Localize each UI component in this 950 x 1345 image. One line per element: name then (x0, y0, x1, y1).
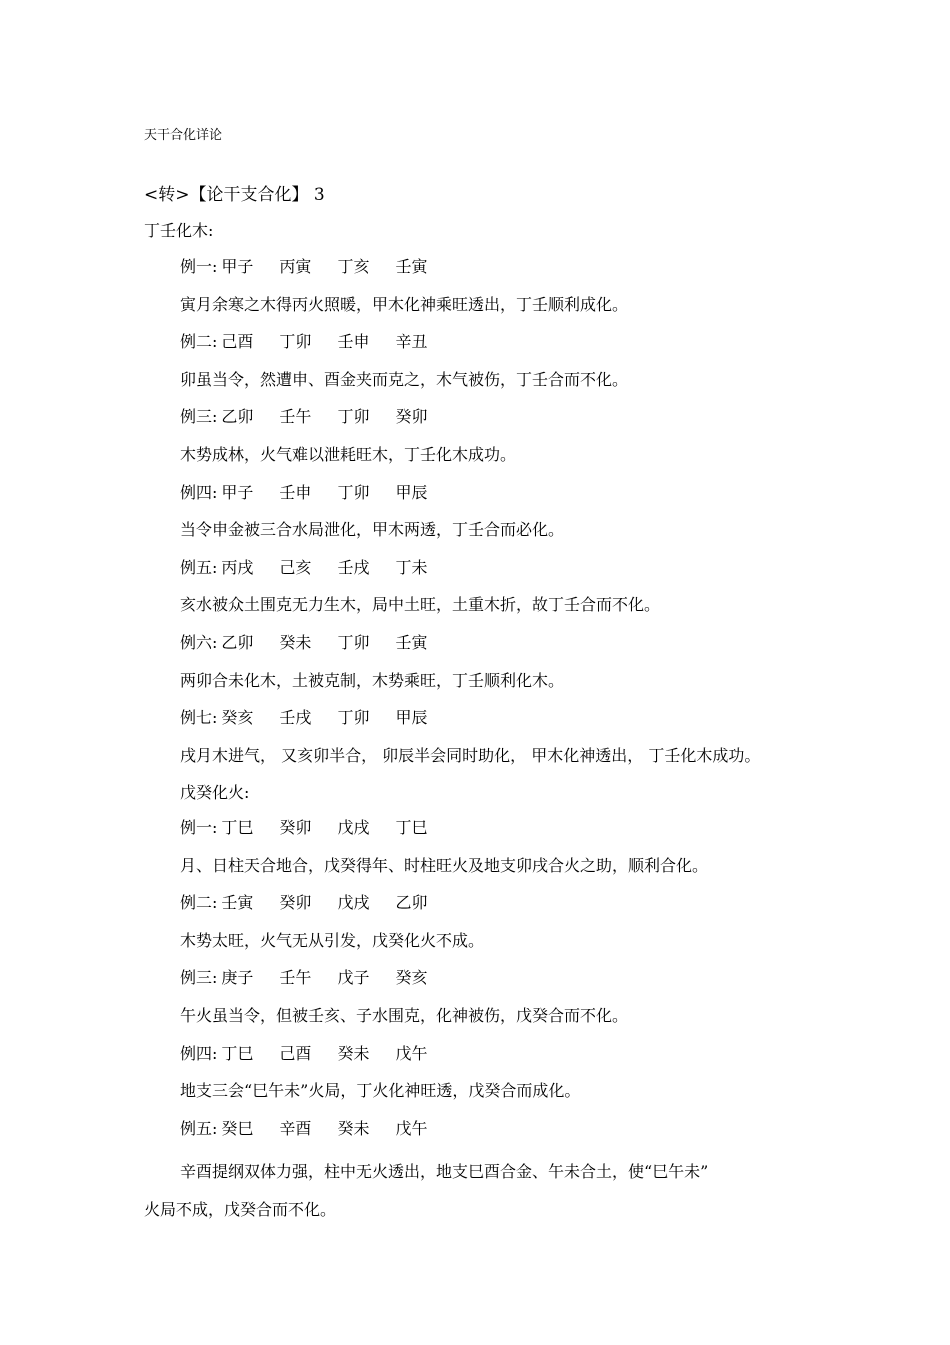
example-note: 寅月余寒之木得丙火照暖，甲木化神乘旺透出，丁壬顺利成化。 (180, 294, 629, 314)
pillar: 丁巳 (221, 1043, 254, 1063)
pillar: 壬寅 (221, 893, 254, 913)
pillar: 丁卯 (279, 332, 312, 352)
document-title: <转>【论干支合化】 3 (144, 185, 325, 205)
example-note: 木势太旺，火气无从引发，戊癸化火不成。 (180, 930, 485, 950)
pillar: 丙戌 (221, 557, 254, 577)
final-paragraph-line: 辛酉提纲双体力强，柱中无火透出，地支巳酉合金、午未合土，使“巳午未” (180, 1162, 709, 1181)
example-line (180, 892, 880, 930)
pillar: 丁亥 (337, 257, 370, 276)
example-line (180, 967, 880, 1005)
example-note: 地支三会“巳午未”火局，丁火化神旺透，戊癸合而成化。 (180, 1081, 581, 1101)
example-label: 例三: (180, 968, 218, 988)
pillar: 甲辰 (395, 482, 428, 502)
pillar: 乙卯 (221, 632, 254, 652)
final-paragraph-line: 火局不成，戊癸合而不化。 (144, 1199, 337, 1219)
pillar: 癸未 (337, 1043, 370, 1063)
pillar: 甲子 (221, 257, 254, 276)
example-label: 例四: (180, 482, 218, 502)
example-note: 两卯合未化木，土被克制，木势乘旺，丁壬顺利化木。 (180, 670, 565, 690)
final-paragraph (144, 1153, 764, 1228)
example-label: 例三: (180, 407, 218, 427)
section-body (180, 817, 880, 1155)
pillar: 癸亥 (395, 968, 428, 988)
pillar: 癸未 (279, 632, 312, 652)
pillar: 丁卯 (337, 632, 370, 652)
pillar: 丁巳 (395, 818, 428, 837)
pillar: 戊戌 (337, 893, 370, 913)
pillar: 乙卯 (395, 893, 428, 913)
example-label: 例二: (180, 893, 218, 913)
example-line (180, 632, 880, 670)
pillar: 壬戌 (279, 708, 312, 728)
example-line (180, 557, 880, 595)
example-label: 例四: (180, 1043, 218, 1063)
pillar: 辛丑 (395, 332, 428, 352)
document-header: 天干合化详论 (144, 128, 223, 143)
example-line (180, 817, 880, 855)
example-note: 午火虽当令，但被壬亥、子水围克，化神被伤，戊癸合而不化。 (180, 1005, 629, 1025)
pillar: 乙卯 (221, 407, 254, 427)
section-body (180, 256, 880, 820)
example-note: 木势成林，火气难以泄耗旺木，丁壬化木成功。 (180, 444, 517, 464)
example-label: 例一: (180, 257, 218, 276)
example-label: 例五: (180, 557, 218, 577)
pillar: 壬寅 (395, 632, 428, 652)
pillar: 癸卯 (279, 818, 312, 837)
example-line (180, 256, 880, 294)
pillar: 癸卯 (279, 893, 312, 913)
pillar: 癸未 (337, 1118, 370, 1138)
example-line (180, 1043, 880, 1081)
section-heading: 丁壬化木: (144, 221, 214, 240)
example-line (180, 707, 880, 745)
example-line (180, 406, 880, 444)
pillar: 戊子 (337, 968, 370, 988)
example-label: 例五: (180, 1118, 218, 1138)
pillar: 壬戌 (337, 557, 370, 577)
pillar: 甲辰 (395, 708, 428, 728)
section-heading: 戊癸化火: (180, 783, 250, 803)
pillar: 戊戌 (337, 818, 370, 837)
example-line (180, 1118, 880, 1156)
pillar: 癸巳 (221, 1118, 254, 1138)
pillar: 癸亥 (221, 708, 254, 728)
example-note: 卯虽当令，然遭申、酉金夹而克之，木气被伤，丁壬合而不化。 (180, 369, 629, 389)
pillar: 己酉 (221, 332, 254, 352)
pillar: 甲子 (221, 482, 254, 502)
example-label: 例六: (180, 632, 218, 652)
pillar: 癸卯 (395, 407, 428, 427)
example-label: 例七: (180, 708, 218, 728)
pillar: 壬寅 (395, 257, 428, 276)
pillar: 丁巳 (221, 818, 254, 837)
example-label: 例二: (180, 332, 218, 352)
example-note: 戌月木进气， 又亥卯半合， 卯辰半会同时助化， 甲木化神透出， 丁壬化木成功。 (180, 745, 761, 765)
pillar: 丁未 (395, 557, 428, 577)
pillar: 壬申 (279, 482, 312, 502)
pillar: 壬午 (279, 407, 312, 427)
pillar: 辛酉 (279, 1118, 312, 1138)
example-line (180, 482, 880, 520)
pillar: 戊午 (395, 1118, 428, 1138)
example-note: 月、日柱天合地合，戊癸得年、时柱旺火及地支卯戌合火之助，顺利合化。 (180, 855, 709, 875)
example-line (180, 331, 880, 369)
pillar: 丁卯 (337, 482, 370, 502)
pillar: 戊午 (395, 1043, 428, 1063)
pillar: 庚子 (221, 968, 254, 988)
pillar: 丁卯 (337, 407, 370, 427)
example-label: 例一: (180, 818, 218, 837)
example-note: 亥水被众土围克无力生木，局中土旺，土重木折，故丁壬合而不化。 (180, 595, 661, 615)
example-note: 当令申金被三合水局泄化，甲木两透，丁壬合而必化。 (180, 520, 565, 540)
pillar: 己酉 (279, 1043, 312, 1063)
pillar: 丁卯 (337, 708, 370, 728)
pillar: 壬午 (279, 968, 312, 988)
pillar: 壬申 (337, 332, 370, 352)
pillar: 丙寅 (279, 257, 312, 276)
pillar: 己亥 (279, 557, 312, 577)
